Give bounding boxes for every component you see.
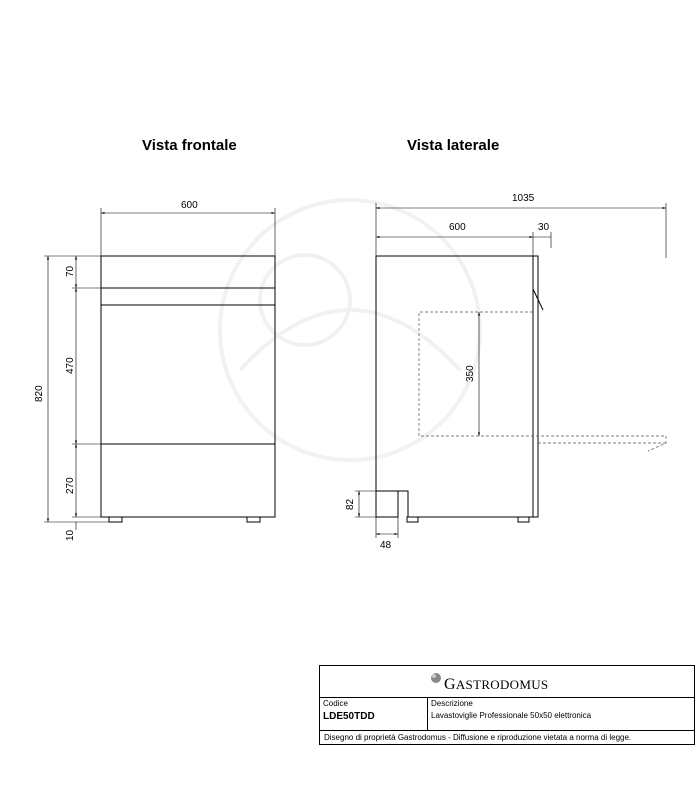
code-value: LDE50TDD xyxy=(323,711,375,722)
side-view xyxy=(376,256,543,522)
title-block-logo-row xyxy=(320,666,694,698)
front-door xyxy=(101,305,275,444)
front-view xyxy=(101,256,275,522)
side-foot-right xyxy=(518,517,529,522)
front-height-dimensions xyxy=(44,256,109,530)
front-total-height-label: 820 xyxy=(34,385,45,402)
front-foot-right xyxy=(247,517,260,522)
side-door-depth-label: 30 xyxy=(538,222,550,233)
watermark-logo xyxy=(220,200,480,460)
side-notch-depth-label: 48 xyxy=(380,540,392,551)
brand-rest: ASTRODOMUS xyxy=(455,677,549,692)
front-foot-left xyxy=(109,517,122,522)
gastrodomus-logo-icon xyxy=(428,670,444,686)
side-body xyxy=(376,256,533,517)
description-label: Descrizione xyxy=(431,699,473,708)
brand-name xyxy=(444,676,548,694)
side-depth-label: 600 xyxy=(449,222,466,233)
code-label: Codice xyxy=(323,699,348,708)
front-top-height-label: 70 xyxy=(65,265,76,277)
side-view-title: Vista laterale xyxy=(407,137,500,154)
description-value: Lavastoviglie Professionale 50x50 elettronica xyxy=(431,711,592,720)
front-body xyxy=(101,256,275,517)
front-door-handle-band xyxy=(101,288,275,305)
ownership-notice: Disegno di proprietà Gastrodomus - Diffusione e riproduzione vietata a norma di legge. xyxy=(324,733,632,742)
title-block-info-row xyxy=(320,697,694,731)
code-cell xyxy=(320,697,428,730)
brand-initial: G xyxy=(444,676,456,693)
front-width-label: 600 xyxy=(181,200,198,211)
front-feet-height-label: 10 xyxy=(65,529,76,541)
side-basket-height-label: 350 xyxy=(465,365,476,382)
title-block xyxy=(319,665,695,745)
front-door-height-label: 470 xyxy=(65,357,76,374)
side-foot-left xyxy=(407,517,418,522)
side-basket-outline xyxy=(419,312,666,451)
description-cell xyxy=(428,697,694,730)
front-bottom-height-label: 270 xyxy=(65,477,76,494)
side-notch-height-label: 82 xyxy=(345,498,356,510)
side-total-depth-label: 1035 xyxy=(512,193,535,204)
front-view-title: Vista frontale xyxy=(142,137,237,154)
side-depth-dimensions xyxy=(376,203,666,258)
